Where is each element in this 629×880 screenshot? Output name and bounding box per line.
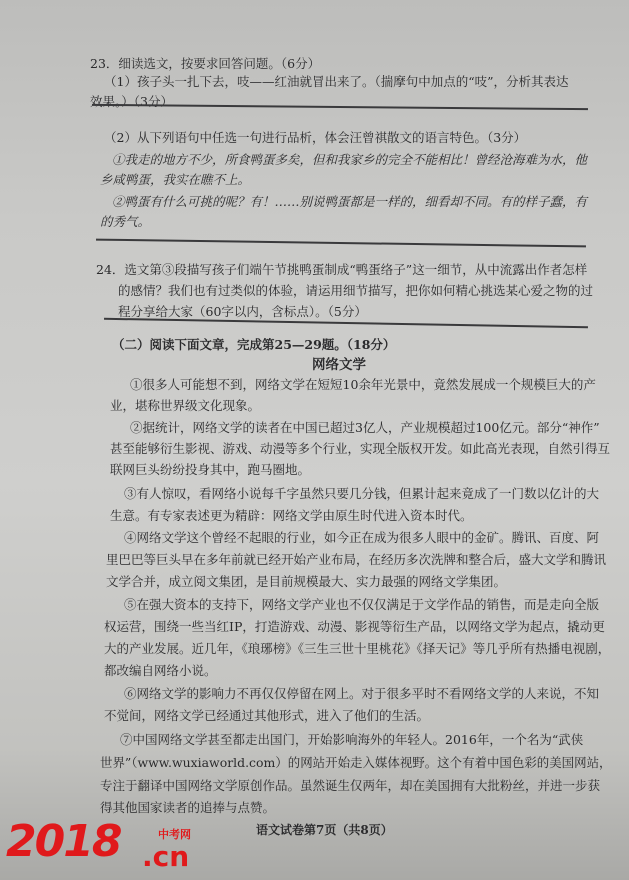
- q23-option1-line2: 乡咸鸭蛋，我实在瞧不上。: [100, 172, 251, 187]
- section-heading: （二）阅读下面文章，完成第25—29题。（18分）: [112, 337, 396, 352]
- q23-option1-line1: ①我走的地方不少，所食鸭蛋多矣，但和我家乡的完全不能相比！曾经沧海难为水，他: [112, 152, 588, 167]
- paragraph-5-line: 大的产业发展。近几年，《琅琊榜》《三生三世十里桃花》《择天记》等几乎所有热播电视剧，: [104, 641, 611, 656]
- paragraph-3-line: 生意。有专家表述更为精辟：网络文学由原生时代进入资本时代。: [110, 508, 473, 523]
- q24-line2: 的感情？我们也有过类似的体验，请运用细节描写，把你如何精心挑选某心爱之物的过: [118, 283, 594, 298]
- paragraph-1-line: ①很多人可能想不到，网络文学在短短10余年光景中，竟然发展成一个规模巨大的产: [130, 377, 596, 392]
- paragraph-1-line: 业，堪称世界级文化现象。: [110, 398, 261, 413]
- q24-line3: 程分享给大家（60字以内，含标点）。（5分）: [118, 304, 367, 319]
- paragraph-7-line: 得其他国家读者的追捧与点赞。: [100, 800, 276, 815]
- paragraph-6-line: 不觉间，网络文学已经通过其他形式，进入了他们的生活。: [104, 708, 430, 723]
- q23-option2-line2: 的秀气。: [100, 214, 151, 229]
- paragraph-2-line: 甚至能够衍生影视、游戏、动漫等多个行业，实现全版权开发。如此高光表现，自然引得互: [110, 441, 611, 456]
- answer-line: [96, 239, 586, 247]
- watermark-year: 2018: [6, 816, 121, 867]
- paragraph-2-line: ②据统计，网络文学的读者在中国已超过3亿人，产业规模超过100亿元。部分“神作”: [130, 420, 600, 435]
- paragraph-4-line: 里巴巴等巨头早在多年前就已经开始产业布局，在经历多次洗牌和整合后，盛大文学和腾讯: [106, 552, 607, 567]
- paragraph-5-line: 权运营，围绕一些当红IP，打造游戏、动漫、影视等衍生产品，以网络文学为起点，撬动更: [104, 619, 605, 634]
- paragraph-5-line: 都改编自网络小说。: [104, 663, 217, 678]
- q23-part1-line2: 效果。）（3分）: [90, 94, 173, 109]
- paragraph-7-line: ⑦中国网络文学甚至都走出国门，开始影响海外的年轻人。2016年，一个名为“武侠: [120, 732, 584, 747]
- watermark-domain: .cn: [142, 840, 190, 873]
- paragraph-2-line: 联网巨头纷纷投身其中，跑马圈地。: [110, 462, 311, 477]
- paragraph-6-line: ⑥网络文学的影响力不再仅仅停留在网上。对于很多平时不看网络文学的人来说，不知: [124, 686, 600, 701]
- paragraph-4-line: ④网络文学这个曾经不起眼的行业，如今正在成为很多人眼中的金矿。腾讯、百度、阿: [124, 530, 600, 545]
- watermark-label: 中考网: [158, 828, 191, 841]
- article-title: 网络文学: [312, 357, 366, 373]
- paragraph-7-line: 专注于翻译中国网络文学原创作品。虽然诞生仅两年，却在美国拥有大批粉丝，并进一步获: [100, 778, 601, 793]
- q23-part1-line1: （1）孩子头一扎下去，吱——红油就冒出来了。（揣摩句中加点的“吱”，分析其表达: [104, 74, 569, 89]
- q23-part2: （2）从下列语句中任选一句进行品析，体会汪曾祺散文的语言特色。（3分）: [104, 130, 527, 145]
- page-number: 语文试卷第7页（共8页）: [256, 823, 393, 837]
- q24-line1: 24．选文第③段描写孩子们端午节挑鸭蛋制成“鸭蛋络子”这一细节，从中流露出作者怎样: [96, 262, 588, 277]
- q23-header: 23．细读选文，按要求回答问题。（6分）: [90, 56, 321, 71]
- paragraph-4-line: 文学合并，成立阅文集团，是目前规模最大、实力最强的网络文学集团。: [106, 574, 507, 589]
- q23-option2-line1: ②鸭蛋有什么可挑的呢？有！……别说鸭蛋都是一样的，细看却不同。有的样子蠢，有: [112, 194, 588, 209]
- paragraph-3-line: ③有人惊叹，看网络小说每千字虽然只要几分钱，但累计起来竟成了一门数以亿计的大: [124, 486, 600, 501]
- paragraph-7-line: 世界”（www.wuxiaworld.com）的网站开始走入媒体视野。这个有着中国色彩的美国网站，: [100, 755, 612, 770]
- paragraph-5-line: ⑤在强大资本的支持下，网络文学产业也不仅仅满足于文学作品的销售，而是走向全版: [124, 597, 600, 612]
